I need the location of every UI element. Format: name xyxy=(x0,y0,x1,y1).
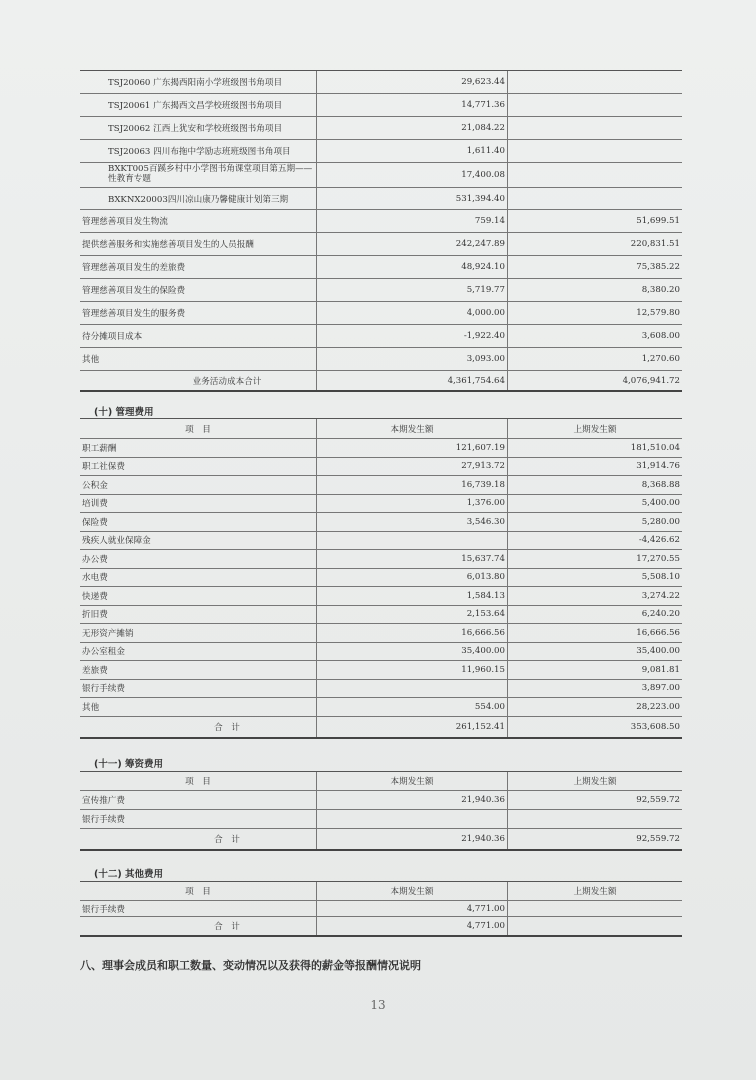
row-prior-amount: 9,081.81 xyxy=(641,664,680,675)
row-current-amount: 121,607.19 xyxy=(317,439,508,457)
row-current-amount: 15,637.74 xyxy=(317,550,508,568)
row-prior-amount xyxy=(508,163,682,187)
row-item-name: 职工薪酬 xyxy=(80,439,317,457)
row-current-amount: 242,247.89 xyxy=(317,233,508,255)
header-current: 本期发生额 xyxy=(317,882,508,900)
row-item-name: TSJ20060 广东揭西阳南小学班级图书角项目 xyxy=(80,71,317,93)
row-prior-amount: 16,666.56 xyxy=(636,627,680,638)
row-current-amount: 4,771.00 xyxy=(317,901,508,916)
total-label: 合 计 xyxy=(80,829,317,849)
row-prior-amount: 8,368.88 xyxy=(641,479,680,490)
total-label: 业务活动成本合计 xyxy=(80,371,317,390)
total-prior: 353,608.50 xyxy=(630,721,680,732)
row-item-name: 无形资产摊销 xyxy=(80,624,317,642)
table-row xyxy=(80,587,682,606)
section12-title: (十二) 其他费用 xyxy=(94,869,163,880)
row-current-amount: 1,584.13 xyxy=(317,587,508,605)
table-header-row xyxy=(80,772,682,791)
table-row xyxy=(80,532,682,551)
row-current-amount: 29,623.44 xyxy=(317,71,508,93)
table-row xyxy=(80,643,682,662)
row-prior-amount: 51,699.51 xyxy=(636,216,680,226)
row-current-amount: 14,771.36 xyxy=(317,94,508,116)
row-item-name: 银行手续费 xyxy=(80,680,317,698)
total-prior xyxy=(508,917,682,935)
row-prior-amount: 5,508.10 xyxy=(641,572,680,583)
row-prior-amount: 31,914.76 xyxy=(636,461,680,472)
total-label: 合 计 xyxy=(80,917,317,935)
table-header-row xyxy=(80,882,682,901)
row-current-amount xyxy=(317,680,508,698)
row-prior-amount: 8,380.20 xyxy=(641,285,680,295)
table-row xyxy=(80,233,682,256)
row-item-name: 职工社保费 xyxy=(80,458,317,476)
row-current-amount: 21,084.22 xyxy=(317,117,508,139)
row-item-name: TSJ20063 四川布拖中学励志班班级图书角项目 xyxy=(80,140,317,162)
row-current-amount: -1,922.40 xyxy=(317,325,508,347)
table-row xyxy=(80,188,682,210)
section10-title: (十) 管理费用 xyxy=(94,407,154,418)
row-current-amount: 35,400.00 xyxy=(317,643,508,661)
row-item-name: 管理慈善项目发生的保险费 xyxy=(80,279,317,301)
row-prior-amount: 1,270.60 xyxy=(641,354,680,364)
table-row xyxy=(80,901,682,917)
other-expense-table xyxy=(80,881,682,937)
table-row xyxy=(80,117,682,140)
table-row xyxy=(80,325,682,348)
row-current-amount: 48,924.10 xyxy=(317,256,508,278)
row-item-name: 折旧费 xyxy=(80,606,317,624)
table-row xyxy=(80,140,682,163)
row-current-amount: 6,013.80 xyxy=(317,569,508,587)
table-row xyxy=(80,210,682,233)
row-current-amount: 16,739.18 xyxy=(317,476,508,494)
row-current-amount: 3,093.00 xyxy=(317,348,508,370)
row-current-amount: 27,913.72 xyxy=(317,458,508,476)
total-current: 21,940.36 xyxy=(317,829,508,849)
row-item-name: 办公室租金 xyxy=(80,643,317,661)
row-prior-amount: 3,608.00 xyxy=(641,331,680,341)
header-current: 本期发生额 xyxy=(317,419,508,438)
row-item-name: 差旅费 xyxy=(80,661,317,679)
row-item-name: 快递费 xyxy=(80,587,317,605)
table-row xyxy=(80,791,682,810)
row-prior-amount: 3,274.22 xyxy=(641,590,680,601)
row-prior-amount: 35,400.00 xyxy=(636,646,680,657)
table-total-row xyxy=(80,829,682,851)
table-row xyxy=(80,458,682,477)
header-prior: 上期发生额 xyxy=(573,777,617,787)
row-item-name: 管理慈善项目发生的差旅费 xyxy=(80,256,317,278)
table-row xyxy=(80,550,682,569)
table-row xyxy=(80,606,682,625)
row-current-amount: 5,719.77 xyxy=(317,279,508,301)
table-total-row xyxy=(80,371,682,392)
row-current-amount: 1,376.00 xyxy=(317,495,508,513)
header-item: 项 目 xyxy=(80,419,317,438)
row-item-name: 待分摊项目成本 xyxy=(80,325,317,347)
row-item-name: 培训费 xyxy=(80,495,317,513)
row-item-name: 水电费 xyxy=(80,569,317,587)
table-row xyxy=(80,302,682,325)
row-prior-amount xyxy=(508,901,682,916)
row-current-amount xyxy=(317,810,508,828)
row-current-amount: 2,153.64 xyxy=(317,606,508,624)
section11-title: (十一) 筹资费用 xyxy=(94,759,163,770)
table-row xyxy=(80,810,682,829)
row-item-name: TSJ20062 江西上犹安和学校班级图书角项目 xyxy=(80,117,317,139)
row-prior-amount: 220,831.51 xyxy=(630,239,680,249)
table-row xyxy=(80,698,682,717)
row-prior-amount: 3,897.00 xyxy=(641,683,680,694)
total-current: 4,771.00 xyxy=(317,917,508,935)
row-item-name: 管理慈善项目发生的服务费 xyxy=(80,302,317,324)
row-prior-amount xyxy=(508,117,682,139)
row-item-name: 保险费 xyxy=(80,513,317,531)
total-label: 合 计 xyxy=(80,717,317,737)
table-row xyxy=(80,279,682,302)
total-current: 4,361,754.64 xyxy=(317,371,508,390)
table-row xyxy=(80,680,682,699)
table-row xyxy=(80,348,682,371)
row-prior-amount xyxy=(508,810,682,828)
page-number: 13 xyxy=(370,998,386,1012)
row-prior-amount: 6,240.20 xyxy=(641,609,680,620)
table-row xyxy=(80,94,682,117)
row-prior-amount: 28,223.00 xyxy=(636,701,680,712)
table-row xyxy=(80,256,682,279)
table-row xyxy=(80,495,682,514)
row-current-amount: 759.14 xyxy=(317,210,508,232)
table-total-row xyxy=(80,917,682,937)
row-item-name: 管理慈善项目发生物流 xyxy=(80,210,317,232)
section8-heading: 八、理事会成员和职工数量、变动情况以及获得的薪金等报酬情况说明 xyxy=(80,959,421,972)
row-item-name: 其他 xyxy=(80,698,317,716)
row-item-name: 残疾人就业保障金 xyxy=(80,532,317,550)
total-prior: 92,559.72 xyxy=(636,834,680,844)
row-prior-amount xyxy=(508,188,682,209)
header-item: 项 目 xyxy=(80,772,317,790)
total-prior: 4,076,941.72 xyxy=(622,375,680,386)
table-total-row xyxy=(80,717,682,739)
row-current-amount: 4,000.00 xyxy=(317,302,508,324)
header-current: 本期发生额 xyxy=(317,772,508,790)
row-item-name: 宣传推广费 xyxy=(80,791,317,809)
table-row xyxy=(80,476,682,495)
row-item-name: TSJ20061 广东揭西文昌学校班级图书角项目 xyxy=(80,94,317,116)
row-prior-amount: 12,579.80 xyxy=(636,308,680,318)
row-prior-amount xyxy=(508,94,682,116)
row-item-name: 公积金 xyxy=(80,476,317,494)
row-current-amount: 1,611.40 xyxy=(317,140,508,162)
table-row xyxy=(80,569,682,588)
row-item-name: 银行手续费 xyxy=(80,901,317,916)
header-prior: 上期发生额 xyxy=(573,887,617,897)
table-row xyxy=(80,661,682,680)
table-row xyxy=(80,71,682,94)
business-cost-table xyxy=(80,70,682,392)
row-current-amount: 17,400.08 xyxy=(317,163,508,187)
row-current-amount: 21,940.36 xyxy=(317,791,508,809)
total-current: 261,152.41 xyxy=(317,717,508,737)
row-prior-amount: 75,385.22 xyxy=(636,262,680,272)
row-prior-amount: 5,280.00 xyxy=(641,516,680,527)
table-row xyxy=(80,439,682,458)
row-item-name: BXKT005百蹊乡村中小学图书角课堂项目第五期——性教育专题 xyxy=(80,163,317,187)
row-item-name: 办公费 xyxy=(80,550,317,568)
row-prior-amount: 5,400.00 xyxy=(641,498,680,509)
row-item-name: BXKNX20003四川凉山康乃馨健康计划第三期 xyxy=(80,188,317,209)
table-row xyxy=(80,163,682,188)
table-row xyxy=(80,513,682,532)
header-prior: 上期发生额 xyxy=(573,424,617,435)
row-prior-amount: -4,426.62 xyxy=(638,535,680,546)
row-current-amount xyxy=(317,532,508,550)
row-prior-amount xyxy=(508,140,682,162)
row-current-amount: 3,546.30 xyxy=(317,513,508,531)
row-prior-amount: 92,559.72 xyxy=(636,795,680,805)
row-current-amount: 531,394.40 xyxy=(317,188,508,209)
table-row xyxy=(80,624,682,643)
table-header-row xyxy=(80,419,682,439)
row-item-name: 其他 xyxy=(80,348,317,370)
fundraising-expense-table xyxy=(80,771,682,851)
row-current-amount: 16,666.56 xyxy=(317,624,508,642)
row-prior-amount: 17,270.55 xyxy=(636,553,680,564)
row-prior-amount xyxy=(508,71,682,93)
admin-expense-table xyxy=(80,418,682,739)
row-item-name: 提供慈善服务和实施慈善项目发生的人员报酬 xyxy=(80,233,317,255)
header-item: 项 目 xyxy=(80,882,317,900)
row-prior-amount: 181,510.04 xyxy=(630,442,680,453)
row-current-amount: 554.00 xyxy=(317,698,508,716)
row-item-name: 银行手续费 xyxy=(80,810,317,828)
row-current-amount: 11,960.15 xyxy=(317,661,508,679)
